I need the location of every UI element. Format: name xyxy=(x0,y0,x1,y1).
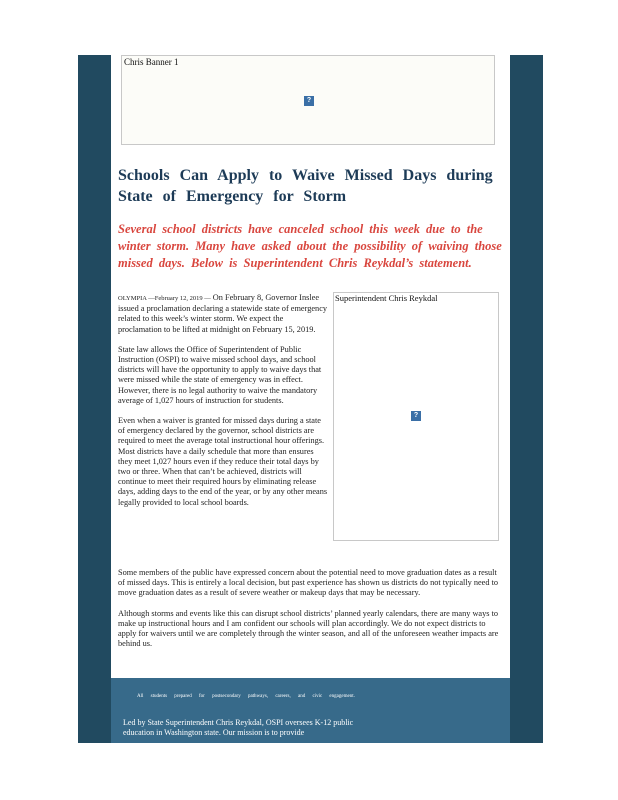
article-body xyxy=(118,293,329,518)
dateline: OLYMPIA —February 12, 2019 — xyxy=(118,295,211,302)
paragraph-1: OLYMPIA —February 12, 2019 — On February 8, Governor Inslee issued a proclamation declaring a statewide state of emergency related to this week’s winter storm. We expect the proclamation to be lifted at midnight on February 15, 2019. xyxy=(118,293,328,334)
footer-lead: Led by State Superintendent Chris Reykdal, OSPI oversees K-12 public education in Washington state. Our mission is to provide xyxy=(123,718,354,737)
banner-image xyxy=(121,55,495,145)
superintendent-photo xyxy=(333,292,499,541)
paragraph-3: Even when a waiver is granted for missed days during a state of emergency declared by the governor, school districts are required to meet the average total instructional hour offerings. Most districts have a daily schedule that more than ensures they meet 1,027 hours even if they reduce their total days by two or three. When that can’t be achieved, districts will continue to meet their required hours by eliminating release days, adding days to the end of the year, or by any other means legally provided to local school boards. xyxy=(118,416,328,507)
paragraph-5: Although storms and events like this can disrupt school districts’ planned yearly calendars, there are many ways to make up instructional hours and I am confident our schools will plan accordingly. We do not expect districts to apply for waivers until we are completely through the winter season, and all of the unforeseen weather impacts are behind us. xyxy=(118,608,499,649)
paragraph-4: Some members of the public have expressed concern about the potential need to move graduation dates as a result of missed days. This is entirely a local decision, but past experience has shown us districts do not typically need to move graduation dates as a result of severe weather or makeup days that may be necessary. xyxy=(118,568,499,598)
banner-caption: Chris Banner 1 xyxy=(124,57,179,67)
footer xyxy=(111,678,510,743)
page-title: Schools Can Apply to Waive Missed Days during State of Emergency for Storm xyxy=(118,167,493,205)
broken-image-icon: ? xyxy=(304,96,314,106)
photo-caption: Superintendent Chris Reykdal xyxy=(335,293,438,303)
paragraph-2: State law allows the Office of Superintendent of Public Instruction (OSPI) to waive missed school days, and school districts will have the opportunity to apply to waive days that were missed while the state of emergency was in effect. However, there is no legal authority to waive the mandatory average of 1,027 hours of instruction for students. xyxy=(118,344,322,405)
subheading: Several school districts have canceled school this week due to the winter storm. Many have asked about the possibility of waiving those missed days. Below is Superintendent Chris Reykdal’s statement. xyxy=(118,222,502,270)
broken-image-icon: ? xyxy=(411,411,421,421)
article-body-wide xyxy=(118,568,499,659)
footer-tagline: All students prepared for postsecondary pathways, careers, and civic engagement. xyxy=(137,694,355,699)
